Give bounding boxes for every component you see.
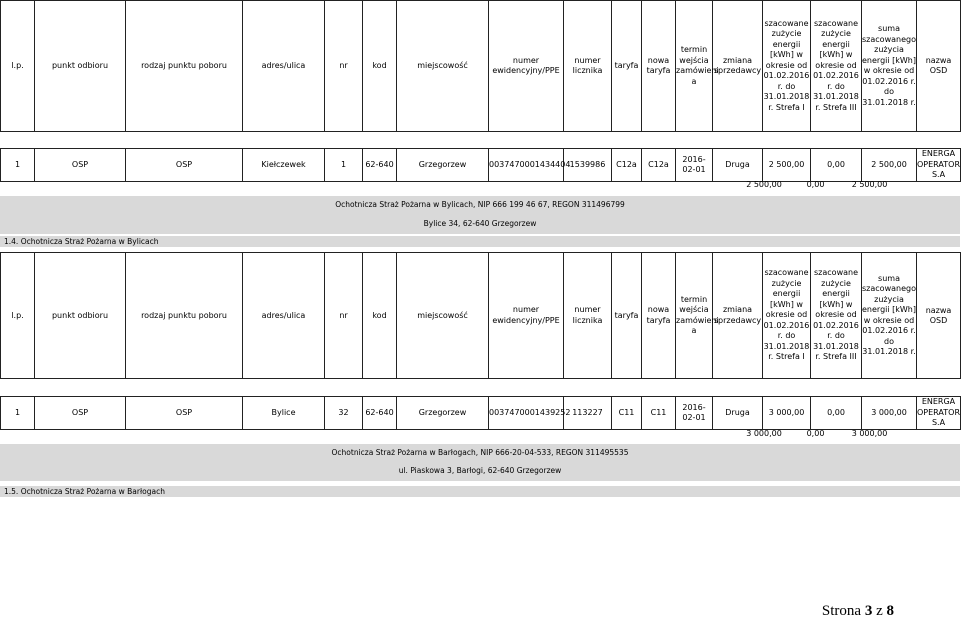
cell-ppe: 0037470001434404	[489, 149, 564, 182]
data-table-1	[0, 148, 961, 182]
col-miejscowosc: miejscowość	[397, 1, 489, 132]
col-suma: suma szacowanego zużycia energii [kWh] w okresie od 01.02.2016 r. do 31.01.2018 r.	[862, 253, 917, 379]
col-strefa-3: szacowane zużycie energii [kWh] w okresie od 01.02.2016 r. do 31.01.2018 r. Strefa III	[811, 1, 862, 132]
col-kod: kod	[363, 1, 397, 132]
cell-licznik: 1539986	[564, 149, 612, 182]
cell-nowa-taryfa: C12a	[642, 149, 676, 182]
cell-lp: 1	[1, 397, 35, 430]
page-footer	[822, 603, 894, 620]
col-adres: adres/ulica	[243, 1, 325, 132]
cell-punkt: OSP	[35, 397, 126, 430]
col-taryfa: taryfa	[612, 253, 642, 379]
cell-zmiana: Druga	[713, 397, 763, 430]
org-band-3: Ochotnicza Straż Pożarna w Barłogach, NIP 666-20-04-533, REGON 311495535	[0, 444, 960, 461]
cell-osd: ENERGA OPERATOR S.A	[917, 149, 961, 179]
col-nazwa-osd: nazwa OSD	[917, 253, 961, 379]
col-numer-licznika: numer licznika	[564, 253, 612, 379]
col-miejscowosc: miejscowość	[397, 253, 489, 379]
col-strefa-1: szacowane zużycie energii [kWh] w okresie od 01.02.2016 r. do 31.01.2018 r. Strefa I	[763, 1, 811, 132]
footer-total: 8	[886, 603, 894, 619]
col-nr: nr	[325, 253, 363, 379]
cell-strefa-3: 0,00	[811, 397, 862, 430]
col-punkt-odbioru: punkt odbioru	[35, 253, 126, 379]
col-rodzaj-punktu: rodzaj punktu poboru	[126, 253, 243, 379]
cell-nr: 32	[325, 397, 363, 430]
cell-termin: 2016-02-01	[676, 397, 713, 430]
col-zmiana-sprzedawcy: zmiana sprzedawcy	[713, 1, 763, 132]
col-termin: termin wejścia zamówieni a	[676, 1, 713, 132]
col-nowa-taryfa: nowa taryfa	[642, 253, 676, 379]
sum-total: 2 500,00	[851, 180, 888, 189]
col-kod: kod	[363, 253, 397, 379]
sum-strefa-1: 3 000,00	[746, 429, 782, 438]
org-band-2: Ochotnicza Straż Pożarna w Bylicach, NIP 666 199 46 67, REGON 311496799	[0, 196, 960, 213]
cell-kod: 62-640	[363, 397, 397, 430]
sum-strefa-3: 0,00	[806, 180, 825, 189]
header-table-1	[0, 0, 961, 132]
col-numer-ppe: numer ewidencyjny/PPE	[489, 1, 564, 132]
address-band-3: ul. Piaskowa 3, Barłogi, 62-640 Grzegorzew	[0, 461, 960, 481]
col-taryfa: taryfa	[612, 1, 642, 132]
cell-nr: 1	[325, 149, 363, 182]
cell-adres: Kiełczewek	[243, 149, 325, 182]
col-rodzaj-punktu: rodzaj punktu poboru	[126, 1, 243, 132]
cell-nowa-taryfa: C11	[642, 397, 676, 430]
table-row	[1, 149, 961, 182]
sum-strefa-3: 0,00	[806, 429, 825, 438]
section-label-1-5: 1.5. Ochotnicza Straż Pożarna w Barłogach	[0, 486, 960, 497]
col-suma: suma szacowanego zużycia energii [kWh] w okresie od 01.02.2016 r. do 31.01.2018 r.	[862, 1, 917, 132]
cell-suma: 3 000,00	[862, 397, 917, 430]
sum-total: 3 000,00	[851, 429, 888, 438]
cell-suma: 2 500,00	[862, 149, 917, 182]
cell-taryfa: C11	[612, 397, 642, 430]
sum-strefa-1: 2 500,00	[746, 180, 782, 189]
col-nazwa-osd: nazwa OSD	[917, 1, 961, 132]
cell-miejscowosc: Grzegorzew	[397, 397, 489, 430]
cell-zmiana: Druga	[713, 149, 763, 182]
col-adres: adres/ulica	[243, 253, 325, 379]
cell-adres: Bylice	[243, 397, 325, 430]
col-termin: termin wejścia zamówieni a	[676, 253, 713, 379]
cell-kod: 62-640	[363, 149, 397, 182]
footer-page: 3	[864, 603, 873, 619]
cell-punkt: OSP	[35, 149, 126, 182]
cell-licznik: 113227	[564, 397, 612, 430]
cell-strefa-3: 0,00	[811, 149, 862, 182]
col-strefa-3: szacowane zużycie energii [kWh] w okresie od 01.02.2016 r. do 31.01.2018 r. Strefa III	[811, 253, 862, 379]
col-strefa-1: szacowane zużycie energii [kWh] w okresie od 01.02.2016 r. do 31.01.2018 r. Strefa I	[763, 253, 811, 379]
section-label-1-4: 1.4. Ochotnicza Straż Pożarna w Bylicach	[0, 236, 960, 247]
header-table-2	[0, 252, 961, 379]
col-numer-ppe: numer ewidencyjny/PPE	[489, 253, 564, 379]
cell-osd: ENERGA OPERATOR S.A	[917, 397, 961, 427]
col-numer-licznika: numer licznika	[564, 1, 612, 132]
cell-termin: 2016-02-01	[676, 149, 713, 182]
cell-strefa-1: 3 000,00	[763, 397, 811, 430]
table-row	[1, 397, 961, 430]
col-zmiana-sprzedawcy: zmiana sprzedawcy	[713, 253, 763, 379]
address-band-2: Bylice 34, 62-640 Grzegorzew	[0, 213, 960, 234]
cell-taryfa: C12a	[612, 149, 642, 182]
col-punkt-odbioru: punkt odbioru	[35, 1, 126, 132]
cell-rodzaj: OSP	[126, 397, 243, 430]
footer-prefix: Strona	[821, 603, 862, 619]
col-nowa-taryfa: nowa taryfa	[642, 1, 676, 132]
cell-ppe: 0037470001439252	[489, 397, 564, 430]
col-nr: nr	[325, 1, 363, 132]
footer-sep: z	[876, 603, 883, 619]
cell-rodzaj: OSP	[126, 149, 243, 182]
cell-miejscowosc: Grzegorzew	[397, 149, 489, 182]
cell-strefa-1: 2 500,00	[763, 149, 811, 182]
data-table-2	[0, 396, 961, 430]
cell-lp: 1	[1, 149, 35, 182]
col-lp: l.p.	[1, 253, 35, 379]
col-lp: l.p.	[1, 1, 35, 132]
